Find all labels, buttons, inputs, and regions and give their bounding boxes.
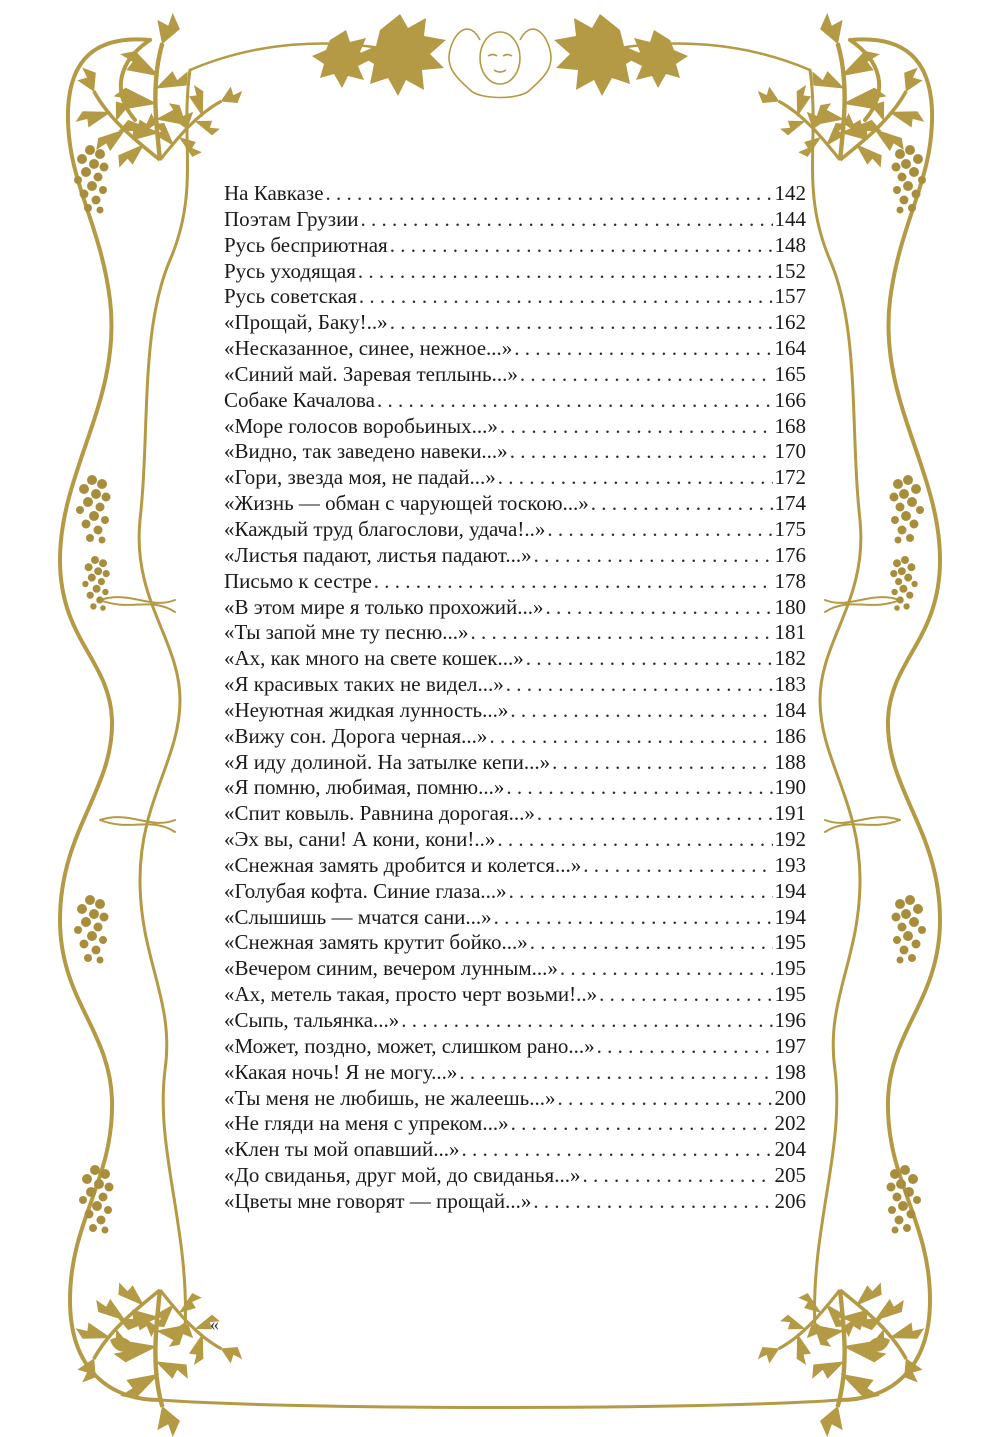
toc-leader-dots <box>459 1060 772 1086</box>
toc-entry <box>224 284 806 310</box>
toc-entry-page: 157 <box>774 284 806 309</box>
toc-entry-title: «Ты запой мне ту песню...» <box>224 620 469 645</box>
toc-leader-dots <box>374 569 773 595</box>
toc-entry-title: «Несказанное, синее, нежное...» <box>224 336 513 361</box>
toc-leader-dots <box>526 646 773 672</box>
toc-entry <box>224 853 806 879</box>
toc-entry-title: «Какая ночь! Я не могу...» <box>224 1059 458 1084</box>
toc-entry-title: «Жизнь — обман с чарующей тоскою...» <box>224 491 589 516</box>
toc-leader-dots <box>377 388 773 414</box>
toc-entry-page: 202 <box>774 1111 806 1136</box>
toc-entry-page: 200 <box>774 1085 806 1110</box>
toc-entry <box>224 827 806 853</box>
toc-entry <box>224 1111 806 1137</box>
toc-leader-dots <box>358 259 773 285</box>
toc-entry-page: 164 <box>774 336 806 361</box>
toc-entry-page: 168 <box>774 413 806 438</box>
toc-leader-dots <box>471 620 773 646</box>
toc-entry-page: 170 <box>774 439 806 464</box>
toc-entry-title: «Снежная замять дробится и колется...» <box>224 852 582 877</box>
toc-entry-title: Русь уходящая <box>224 258 356 283</box>
toc-entry-title: «Вечером синим, вечером лунным...» <box>224 956 558 981</box>
toc-entry-page: 206 <box>774 1188 806 1213</box>
toc-leader-dots <box>497 827 772 853</box>
toc-entry-page: 196 <box>774 1008 806 1032</box>
toc-entry-title: Письмо к сестре <box>224 568 372 593</box>
toc-entry-title: «Клен ты мой опавший...» <box>224 1137 460 1162</box>
toc-entry-title: Русь советская <box>224 284 357 309</box>
toc-entry-title: «Листья падают, листья падают...» <box>224 542 532 567</box>
toc-entry-title: «Каждый труд благослови, удача!..» <box>224 516 546 541</box>
toc-entry-title: «Ах, метель такая, просто черт возьми!..» <box>224 982 598 1007</box>
toc-leader-dots <box>359 284 773 310</box>
toc-entry-page: 198 <box>774 1059 806 1084</box>
toc-leader-dots <box>401 1008 772 1034</box>
table-of-contents <box>224 181 806 1215</box>
toc-leader-dots <box>533 1189 772 1215</box>
toc-entry-page: 183 <box>774 672 806 697</box>
toc-entry <box>224 362 806 388</box>
toc-leader-dots <box>361 207 773 233</box>
toc-entry-page: 195 <box>774 982 806 1007</box>
toc-entry-page: 180 <box>774 594 806 619</box>
toc-entry-title: «Я красивых таких не видел...» <box>224 672 504 697</box>
toc-entry <box>224 259 806 285</box>
toc-entry-title: «Слышишь — мчатся сани...» <box>224 904 492 929</box>
toc-entry-title: Поэтам Грузии <box>224 206 359 231</box>
toc-leader-dots <box>582 1163 772 1189</box>
toc-entry <box>224 1189 806 1215</box>
toc-entry <box>224 1060 806 1086</box>
toc-entry-title: «Я иду долиной. На затылке кепи...» <box>224 749 551 774</box>
toc-entry-page: 193 <box>774 852 806 877</box>
toc-leader-dots <box>520 362 773 388</box>
toc-entry-page: 195 <box>774 956 806 981</box>
toc-entry-page: 152 <box>774 258 806 283</box>
toc-entry <box>224 465 806 491</box>
toc-entry-title: «Спит ковыль. Равнина дорогая...» <box>224 801 535 826</box>
toc-entry-page: 204 <box>774 1137 806 1162</box>
toc-leader-dots <box>390 310 773 336</box>
toc-entry-page: 195 <box>774 930 806 955</box>
toc-entry-title: «Сыпь, тальянка...» <box>224 1008 400 1032</box>
toc-entry-title: «Я помню, любимая, помню...» <box>224 775 505 800</box>
toc-entry-page: 191 <box>774 801 806 826</box>
toc-leader-dots <box>591 491 773 517</box>
toc-leader-dots <box>546 595 773 621</box>
toc-leader-dots <box>583 853 772 879</box>
toc-entry-title: «До свиданья, друг мой, до свиданья...» <box>224 1163 581 1188</box>
toc-entry-title: «Ты меня не любишь, не жалеешь...» <box>224 1085 556 1110</box>
toc-leader-dots <box>534 543 773 569</box>
toc-leader-dots <box>489 724 772 750</box>
toc-entry <box>224 388 806 414</box>
toc-entry-page: 175 <box>774 516 806 541</box>
toc-entry-page: 192 <box>774 827 806 852</box>
toc-entry-page: 205 <box>774 1163 806 1188</box>
toc-entry-page: 197 <box>774 1033 806 1058</box>
stray-quote-mark: « <box>210 1314 219 1334</box>
toc-entry <box>224 982 806 1008</box>
toc-entry <box>224 879 806 905</box>
toc-entry <box>224 698 806 724</box>
toc-entry-page: 194 <box>774 904 806 929</box>
toc-entry-page: 162 <box>774 310 806 335</box>
toc-entry-title: «Эх вы, сани! А кони, кони!..» <box>224 827 496 852</box>
toc-entry <box>224 750 806 776</box>
toc-entry <box>224 233 806 259</box>
toc-leader-dots <box>509 879 773 905</box>
toc-leader-dots <box>530 930 773 956</box>
toc-leader-dots <box>510 439 773 465</box>
toc-entry-page: 194 <box>774 878 806 903</box>
toc-entry <box>224 672 806 698</box>
toc-entry-title: «Вижу сон. Дорога черная...» <box>224 723 488 748</box>
toc-entry-title: «Прощай, Баку!..» <box>224 310 388 335</box>
toc-entry-title: «Гори, звезда моя, не падай...» <box>224 465 496 490</box>
toc-entry-title: «Ах, как много на свете кошек...» <box>224 646 524 671</box>
toc-entry-page: 142 <box>774 181 806 205</box>
toc-entry <box>224 1008 806 1034</box>
toc-entry-page: 144 <box>774 206 806 231</box>
toc-entry-page: 166 <box>774 387 806 412</box>
toc-entry-page: 188 <box>774 749 806 774</box>
toc-entry-title: «Синий май. Заревая теплынь...» <box>224 361 518 386</box>
toc-entry <box>224 491 806 517</box>
toc-leader-dots <box>494 905 773 931</box>
toc-entry <box>224 905 806 931</box>
toc-leader-dots <box>506 672 773 698</box>
toc-entry <box>224 569 806 595</box>
toc-entry-title: «Не гляди на меня с упреком...» <box>224 1111 509 1136</box>
toc-entry <box>224 1137 806 1163</box>
toc-entry-page: 176 <box>774 542 806 567</box>
toc-entry-title: Русь бесприютная <box>224 232 388 257</box>
toc-entry-page: 165 <box>774 361 806 386</box>
toc-entry <box>224 336 806 362</box>
toc-entry <box>224 930 806 956</box>
toc-entry <box>224 439 806 465</box>
toc-entry <box>224 620 806 646</box>
toc-entry-title: «Море голосов воробьиных...» <box>224 413 498 438</box>
toc-leader-dots <box>500 414 773 440</box>
toc-leader-dots <box>560 956 773 982</box>
toc-leader-dots <box>552 750 772 776</box>
toc-leader-dots <box>511 1111 773 1137</box>
toc-leader-dots <box>390 233 773 259</box>
toc-entry-page: 190 <box>774 775 806 800</box>
toc-entry-title: «Неуютная жидкая лунность...» <box>224 697 509 722</box>
toc-entry-title: «Видно, так заведено навеки...» <box>224 439 508 464</box>
toc-leader-dots <box>599 982 772 1008</box>
toc-leader-dots <box>461 1137 772 1163</box>
toc-entry <box>224 646 806 672</box>
toc-entry <box>224 517 806 543</box>
toc-entry-page: 184 <box>774 697 806 722</box>
toc-entry <box>224 724 806 750</box>
toc-entry <box>224 801 806 827</box>
toc-leader-dots <box>510 698 772 724</box>
toc-entry <box>224 181 806 207</box>
toc-leader-dots <box>506 775 772 801</box>
toc-entry <box>224 775 806 801</box>
toc-entry-page: 178 <box>774 568 806 593</box>
toc-entry-page: 174 <box>774 491 806 516</box>
toc-entry-page: 181 <box>774 620 806 645</box>
toc-entry-page: 182 <box>774 646 806 671</box>
toc-leader-dots <box>558 1086 773 1112</box>
toc-leader-dots <box>326 181 773 207</box>
toc-entry-title: На Кавказе <box>224 181 324 205</box>
toc-entry-page: 186 <box>774 723 806 748</box>
toc-entry <box>224 207 806 233</box>
toc-entry <box>224 414 806 440</box>
toc-entry-title: «Голубая кофта. Синие глаза...» <box>224 878 507 903</box>
toc-entry-title: Собаке Качалова <box>224 387 375 412</box>
toc-entry-title: «Может, поздно, может, слишком рано...» <box>224 1033 595 1058</box>
toc-leader-dots <box>597 1034 773 1060</box>
toc-entry <box>224 1034 806 1060</box>
toc-entry <box>224 595 806 621</box>
toc-entry <box>224 310 806 336</box>
toc-entry-title: «Снежная замять крутит бойко...» <box>224 930 528 955</box>
toc-entry <box>224 1086 806 1112</box>
toc-entry-page: 172 <box>774 465 806 490</box>
toc-entry <box>224 1163 806 1189</box>
toc-entry-page: 148 <box>774 232 806 257</box>
toc-leader-dots <box>514 336 772 362</box>
toc-leader-dots <box>547 517 772 543</box>
toc-leader-dots <box>498 465 773 491</box>
toc-entry <box>224 543 806 569</box>
toc-leader-dots <box>537 801 773 827</box>
toc-entry-title: «Цветы мне говорят — прощай...» <box>224 1188 532 1213</box>
toc-entry-title: «В этом мире я только прохожий...» <box>224 594 544 619</box>
toc-entry <box>224 956 806 982</box>
